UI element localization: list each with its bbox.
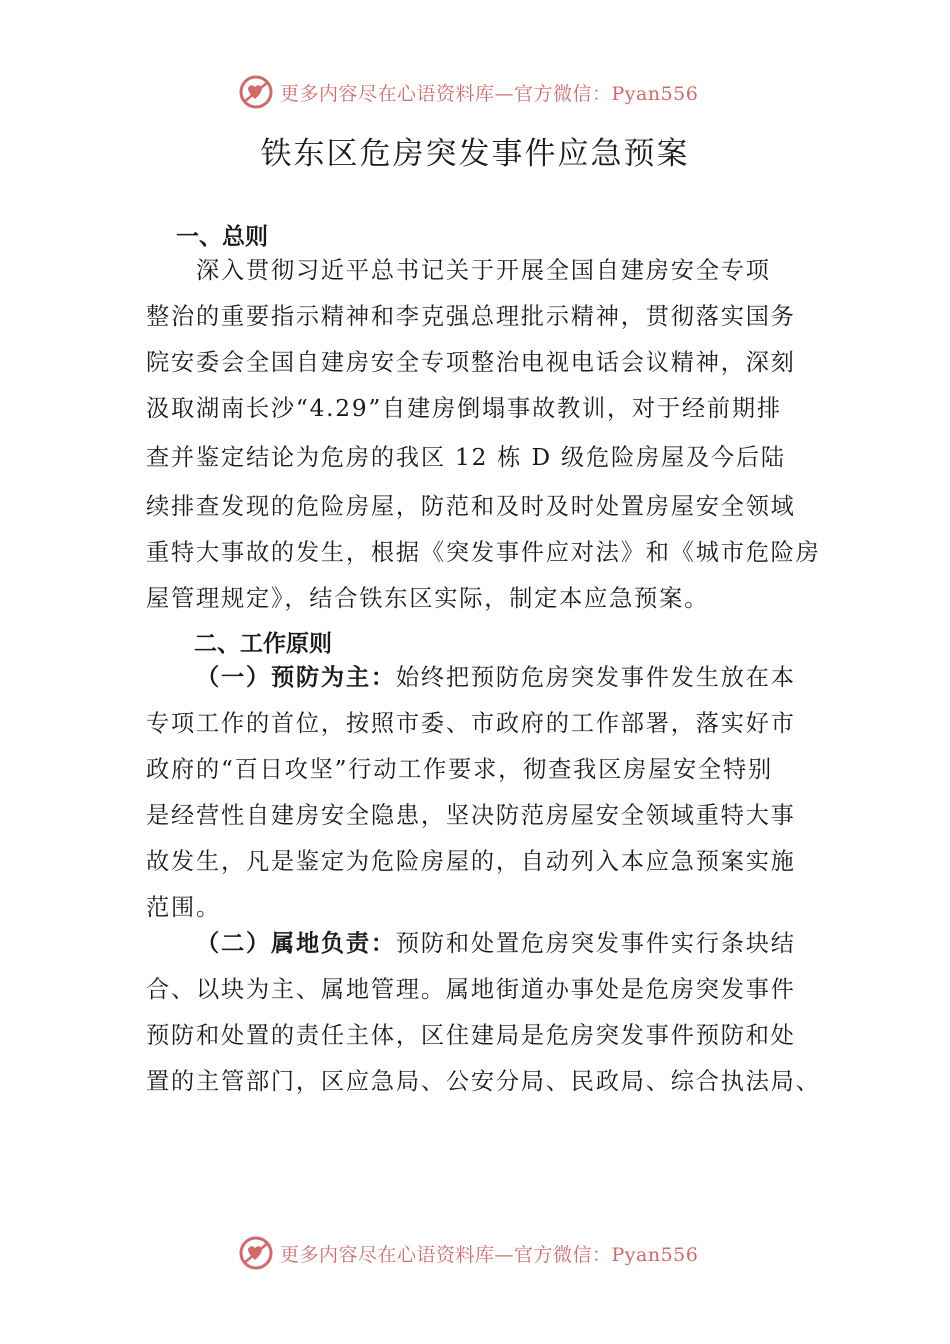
footer-watermark — [238, 1233, 698, 1273]
principle-lead: （二）属地负责： — [196, 930, 396, 957]
heart-book-logo-icon — [238, 74, 274, 110]
watermark-text: 更多内容尽在心语资料库—官方微信：Pyan556 — [280, 1243, 699, 1266]
watermark-text: 更多内容尽在心语资料库—官方微信：Pyan556 — [280, 82, 699, 105]
paragraph-line: 续排查发现的危险房屋，防范和及时及时处置房屋安全领域 — [146, 493, 796, 520]
section1-paragraph — [146, 248, 821, 622]
heart-book-logo-icon — [238, 1235, 274, 1271]
principle-locality-paragraph — [146, 921, 821, 1105]
paragraph-line: 重特大事故的发生，根据《突发事件应对法》和《城市危险房 — [146, 539, 821, 566]
paragraph-line: 整治的重要指示精神和李克强总理批示精神，贯彻落实国务 — [146, 303, 796, 330]
paragraph-line: 深入贯彻习近平总书记关于开展全国自建房安全专项 — [196, 257, 771, 284]
paragraph-line: 合、以块为主、属地管理。属地街道办事处是危房突发事件 — [146, 976, 796, 1003]
paragraph-line: 屋管理规定》，结合铁东区实际，制定本应急预案。 — [146, 585, 710, 612]
paragraph-line: 范围。 — [146, 894, 221, 921]
paragraph-line: 院安委会全国自建房安全专项整治电视电话会议精神，深刻 — [146, 349, 796, 376]
section-heading-general: 一、总则 — [176, 224, 268, 250]
paragraph-line: 政府的“百日攻坚”行动工作要求，彻查我区房屋安全特别 — [146, 756, 774, 783]
paragraph-line: 是经营性自建房安全隐患，坚决防范房屋安全领域重特大事 — [146, 802, 796, 829]
document-title: 铁东区危房突发事件应急预案 — [260, 136, 690, 172]
principle-lead: （一）预防为主： — [196, 664, 396, 691]
principle-prevention-paragraph — [146, 655, 816, 931]
paragraph-line — [146, 655, 816, 701]
header-watermark — [238, 72, 698, 112]
paragraph-line — [146, 921, 816, 967]
section-heading-principles: 二、工作原则 — [194, 631, 332, 657]
paragraph-line: 故发生，凡是鉴定为危险房屋的，自动列入本应急预案实施 — [146, 848, 796, 875]
paragraph-line: 预防和处置的责任主体，区住建局是危房突发事件预防和处 — [146, 1022, 796, 1049]
paragraph-line: 专项工作的首位，按照市委、市政府的工作部署，落实好市 — [146, 710, 796, 737]
principle-text: 预防和处置危房突发事件实行条块结 — [395, 930, 796, 957]
paragraph-line: 置的主管部门，区应急局、公安分局、民政局、综合执法局、 — [146, 1068, 821, 1095]
principle-text: 始终把预防危房突发事件发生放在本 — [395, 664, 796, 691]
paragraph-line: 查并鉴定结论为危房的我区 12 栋 D 级危险房屋及今后陆 — [146, 444, 786, 471]
paragraph-line: 汲取湖南长沙“4.29”自建房倒塌事故教训，对于经前期排 — [146, 395, 782, 422]
